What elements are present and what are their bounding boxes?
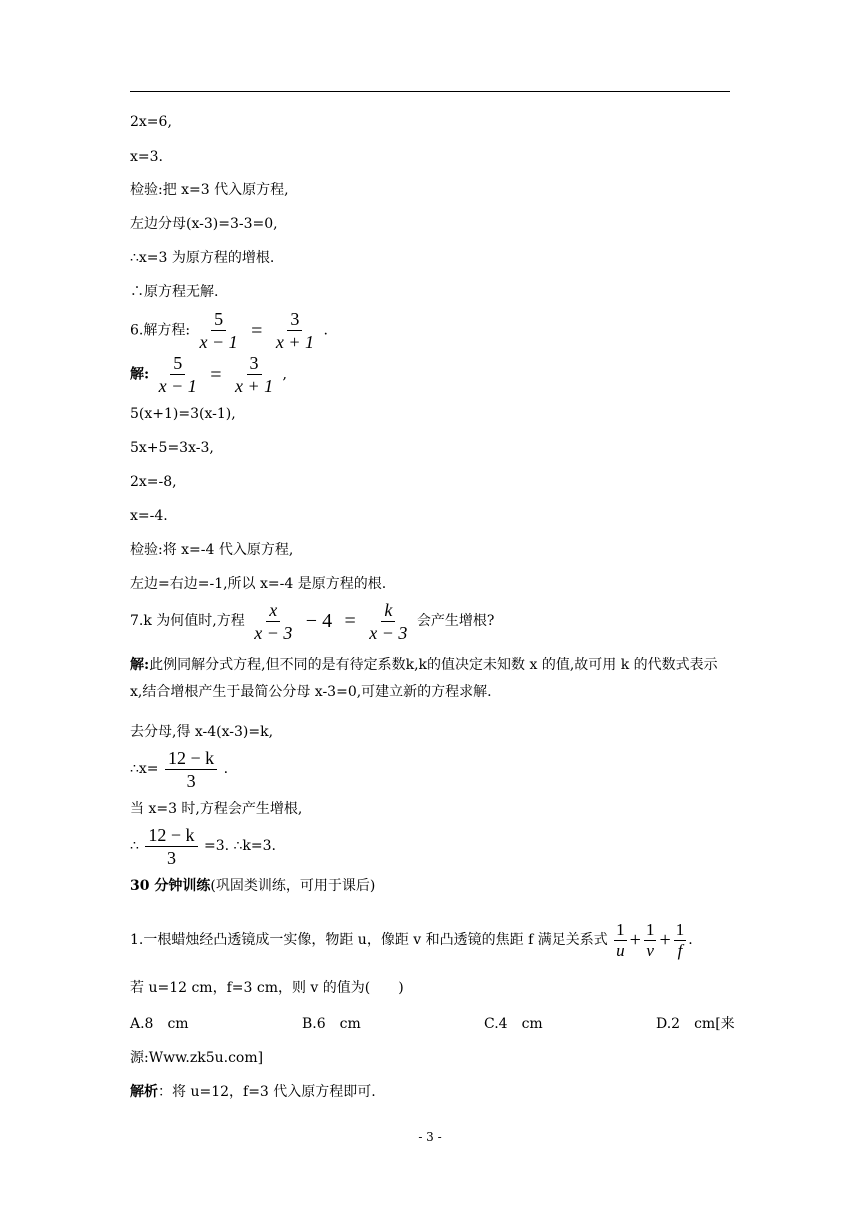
solution-label: 解:: [130, 657, 150, 673]
text-line: 当 x=3 时,方程会产生增根,: [130, 801, 303, 817]
text-line: 左边=右边=-1,所以 x=-4 是原方程的根.: [130, 576, 387, 592]
fraction-3-over-xp1: $\frac{3}{x + 1}$: [234, 353, 274, 396]
text-line: 5x+5=3x-3,: [130, 440, 214, 456]
text-line: 左边分母(x-3)=3-3=0,: [130, 216, 278, 232]
analysis-label: 解析: [130, 1084, 158, 1100]
option-b: B.6 cm: [302, 1016, 361, 1032]
fraction-5-over-xm1: $\frac{5}{x - 1}$: [199, 309, 238, 352]
text-line: ∴x=3 为原方程的增根.: [130, 250, 275, 266]
source-line: 源:Www.zk5u.com]: [130, 1050, 264, 1066]
text-line: 去分母,得 x-4(x-3)=k,: [130, 724, 274, 740]
solution-6-equation: 解: $\frac{5}{x - 1}$ = $\frac{3}{x + 1}$ ,: [130, 353, 287, 396]
fraction-5-over-xm1: $\frac{5}{x - 1}$: [158, 353, 197, 396]
analysis-line: 解析：将 u=12，f=3 代入原方程即可.: [130, 1084, 376, 1100]
fraction-12mk-over-3: $\frac{12 - k}{3}$: [165, 747, 217, 792]
option-c: C.4 cm: [484, 1016, 543, 1032]
problem-6: 6.解方程: $\frac{5}{x - 1}$ = $\frac{3}{x + 1}$ .: [130, 309, 328, 352]
solution-7-result: ∴ $\frac{12 - k}{3}$ =3. ∴k=3.: [130, 824, 277, 868]
text-line: 检验:把 x=3 代入原方程,: [130, 182, 289, 198]
problem-7-suffix: 会产生增根?: [416, 613, 495, 629]
page-number: - 3 -: [418, 1130, 442, 1144]
practice-1: 1.一根蜡烛经凸透镜成一实像，物距 u，像距 v 和凸透镜的焦距 f 满足关系式 $\frac{1}{u}$ + $\frac{1}{v}$ + $\frac{1}{f}$ .: [130, 919, 693, 960]
header-rule: [130, 91, 730, 92]
practice-1-question: 若 u=12 cm，f=3 cm，则 v 的值为( ): [130, 980, 404, 996]
solution-label: 解:: [130, 366, 150, 383]
problem-6-prefix: 6.解方程:: [130, 322, 191, 339]
text-line: 检验:将 x=-4 代入原方程,: [130, 542, 294, 558]
problem-7: 7.k 为何值时,方程 $\frac{x}{x - 3}$ − 4 = $\frac{k}{x - 3}$ 会产生增根?: [130, 599, 495, 643]
text-line: 2x=-8,: [130, 474, 177, 490]
fraction-1-over-v: $\frac{1}{v}$: [645, 919, 655, 960]
option-d: D.2 cm[来: [656, 1016, 735, 1032]
text-line: ∴原方程无解.: [130, 284, 219, 300]
problem-7-prefix: 7.k 为何值时,方程: [130, 613, 245, 629]
text-line: x=3.: [130, 149, 163, 165]
text-line: 5(x+1)=3(x-1),: [130, 406, 236, 422]
text-line: x=-4.: [130, 508, 168, 524]
fraction-12mk-over-3: $\frac{12 - k}{3}$: [145, 824, 197, 869]
section-subtitle: (巩固类训练，可用于课后): [210, 878, 376, 894]
solution-7-x-expression: ∴x= $\frac{12 - k}{3}$ .: [130, 747, 229, 791]
fraction-1-over-f: $\frac{1}{f}$: [675, 919, 685, 960]
section-title: 30 分钟训练: [130, 878, 211, 894]
fraction-3-over-xp1: $\frac{3}{x + 1}$: [275, 309, 314, 352]
solution-7-paragraph: 解:此例同解分式方程,但不同的是有待定系数k,k的值决定未知数 x 的值,故可用 k 的代数式表示 x,结合增根产生于最简公分母 x-3=0,可建立新的方程求解.: [130, 657, 718, 700]
practice-1-text: 1.一根蜡烛经凸透镜成一实像，物距 u，像距 v 和凸透镜的焦距 f 满足关系式: [130, 932, 608, 948]
fraction-x-over-xm3: $\frac{x}{x - 3}$: [254, 599, 293, 643]
fraction-1-over-u: $\frac{1}{u}$: [616, 919, 625, 960]
fraction-k-over-xm3: $\frac{k}{x - 3}$: [369, 599, 408, 643]
text-line: 2x=6,: [130, 114, 172, 130]
option-a: A.8 cm: [130, 1016, 189, 1032]
section-heading: [130, 876, 375, 896]
